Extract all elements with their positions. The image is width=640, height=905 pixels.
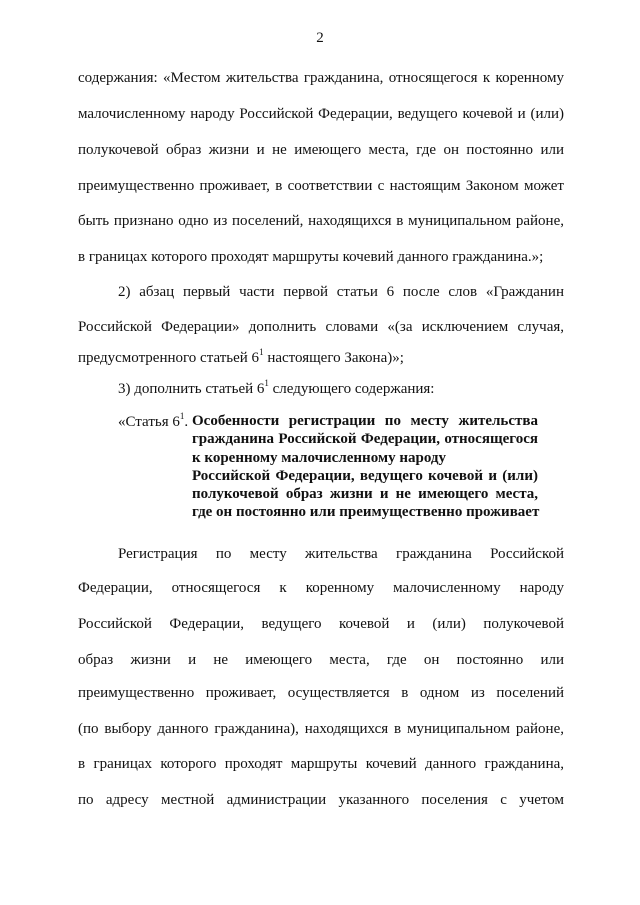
- page-number: 2: [316, 30, 324, 46]
- text-segment: 3) дополнить статьей 6: [118, 381, 265, 397]
- article-title-line: где он постоянно или преимущественно проживает: [192, 504, 540, 521]
- text-line: преимущественно проживает, в соответствии с настоящим Законом может: [78, 178, 564, 194]
- text-line: Федерации, относящегося к коренному малочисленному народу: [78, 580, 564, 596]
- article-title-line: к коренному малочисленному народу: [192, 449, 447, 466]
- article-label: [118, 412, 188, 432]
- text-segment: «Статья 6: [118, 414, 180, 430]
- text-segment: .: [184, 414, 189, 430]
- text-line: образ жизни и не имеющего места, где он постоянно или: [78, 652, 564, 668]
- text-line: Регистрация по месту жительства гражданина Российской: [118, 546, 564, 562]
- superscript: 1: [264, 378, 269, 388]
- article-title: [192, 412, 538, 522]
- text-line: быть признано одно из поселений, находящихся в муниципальном районе,: [78, 213, 564, 229]
- text-line: малочисленному народу Российской Федерации, ведущего кочевой и (или): [78, 106, 564, 122]
- text-line: Российской Федерации, ведущего кочевой и (или) полукочевой: [78, 616, 564, 632]
- article-title-line: Российской Федерации, ведущего кочевой и (или): [192, 467, 538, 484]
- text-segment: следующего содержания:: [268, 381, 435, 397]
- text-line: (по выбору данного гражданина), находящихся в муниципальном районе,: [78, 721, 564, 737]
- text-line: в границах которого проходят маршруты кочевий данного гражданина.»;: [78, 249, 544, 265]
- text-line: по адресу местной администрации указанного поселения с учетом: [78, 792, 564, 808]
- text-line: в границах которого проходят маршруты кочевий данного гражданина,: [78, 756, 564, 772]
- article-title-line: полукочевой образ жизни и не имеющего места,: [192, 486, 538, 503]
- text-line: содержания: «Местом жительства гражданина, относящегося к коренному: [78, 70, 564, 86]
- text-segment: настоящего Закона)»;: [263, 350, 404, 366]
- list-item-2-line: 2) абзац первый части первой статьи 6 после слов «Гражданин: [118, 284, 564, 300]
- list-item-2-line: [78, 348, 564, 368]
- text-line: преимущественно проживает, осуществляется в одном из поселений: [78, 685, 564, 701]
- article-title-line: гражданина Российской Федерации, относящегося: [192, 431, 538, 448]
- superscript: 1: [259, 347, 264, 357]
- text-line: полукочевой образ жизни и не имеющего места, где он постоянно или: [78, 142, 564, 158]
- text-segment: предусмотренного статьей 6: [78, 350, 260, 366]
- article-title-line: Особенности регистрации по месту жительства: [192, 413, 538, 429]
- superscript: 1: [179, 411, 185, 421]
- list-item-3: [118, 379, 564, 399]
- list-item-2-line: Российской Федерации» дополнить словами «(за исключением случая,: [78, 319, 564, 335]
